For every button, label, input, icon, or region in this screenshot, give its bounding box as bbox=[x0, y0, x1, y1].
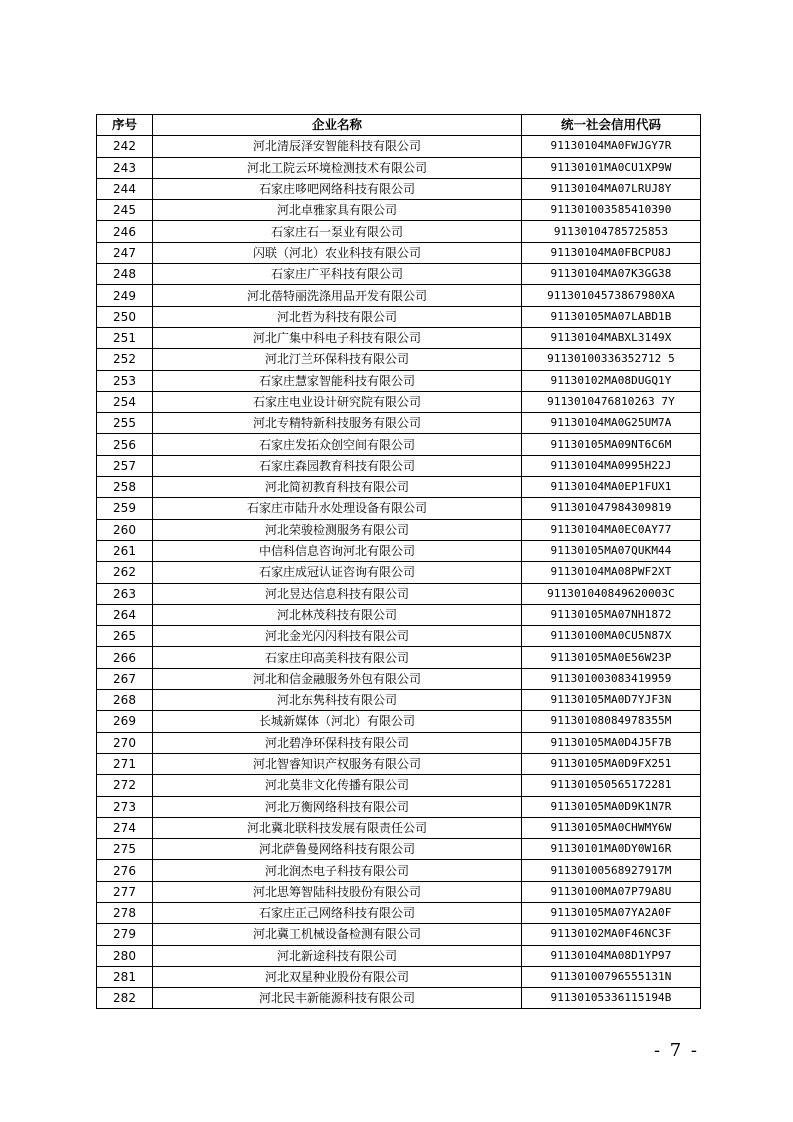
row-credit-code: 91130104785725853 bbox=[522, 221, 701, 242]
row-company-name: 河北冀北联科技发展有限责任公司 bbox=[153, 817, 522, 838]
row-credit-code: 911301003585410390 bbox=[522, 200, 701, 221]
table-header-row bbox=[97, 115, 701, 136]
row-credit-code: 91130105MA07NH1872 bbox=[522, 604, 701, 625]
row-company-name: 闪联（河北）农业科技有限公司 bbox=[153, 242, 522, 263]
table-row bbox=[97, 519, 701, 540]
row-index: 260 bbox=[97, 519, 153, 540]
row-company-name: 河北卓雅家具有限公司 bbox=[153, 200, 522, 221]
row-index: 268 bbox=[97, 690, 153, 711]
row-credit-code: 91130104MA08PWF2XT bbox=[522, 562, 701, 583]
row-index: 266 bbox=[97, 647, 153, 668]
company-list-table-wrapper bbox=[96, 114, 700, 1009]
row-company-name: 石家庄哆吧网络科技有限公司 bbox=[153, 178, 522, 199]
row-index: 257 bbox=[97, 455, 153, 476]
row-company-name: 河北汀兰环保科技有限公司 bbox=[153, 349, 522, 370]
table-row bbox=[97, 221, 701, 242]
row-company-name: 石家庄正己网络科技有限公司 bbox=[153, 902, 522, 923]
row-credit-code: 91130104MA0G25UM7A bbox=[522, 413, 701, 434]
row-credit-code: 91130104MA07LRUJ8Y bbox=[522, 178, 701, 199]
row-index: 249 bbox=[97, 285, 153, 306]
company-list-table bbox=[96, 114, 701, 1009]
row-index: 248 bbox=[97, 264, 153, 285]
table-row bbox=[97, 690, 701, 711]
row-index: 282 bbox=[97, 988, 153, 1009]
row-index: 270 bbox=[97, 732, 153, 753]
row-index: 264 bbox=[97, 604, 153, 625]
row-company-name: 河北思筹智陆科技股份有限公司 bbox=[153, 881, 522, 902]
table-row bbox=[97, 881, 701, 902]
table-row bbox=[97, 902, 701, 923]
table-row bbox=[97, 796, 701, 817]
row-index: 265 bbox=[97, 626, 153, 647]
row-index: 261 bbox=[97, 540, 153, 561]
row-index: 250 bbox=[97, 306, 153, 327]
row-company-name: 河北林茂科技有限公司 bbox=[153, 604, 522, 625]
table-row bbox=[97, 562, 701, 583]
row-company-name: 河北清辰泽安智能科技有限公司 bbox=[153, 136, 522, 157]
row-index: 246 bbox=[97, 221, 153, 242]
row-company-name: 河北工院云环境检测技术有限公司 bbox=[153, 157, 522, 178]
row-index: 244 bbox=[97, 178, 153, 199]
row-credit-code: 91130105MA07LABD1B bbox=[522, 306, 701, 327]
row-credit-code: 911301050565172281 bbox=[522, 775, 701, 796]
table-row bbox=[97, 966, 701, 987]
table-row bbox=[97, 498, 701, 519]
header-company-name: 企业名称 bbox=[153, 115, 522, 136]
row-credit-code: 91130104MA07K3GG38 bbox=[522, 264, 701, 285]
row-company-name: 河北广集中科电子科技有限公司 bbox=[153, 327, 522, 348]
row-company-name: 河北碧净环保科技有限公司 bbox=[153, 732, 522, 753]
row-index: 275 bbox=[97, 839, 153, 860]
row-company-name: 中信科信息咨询河北有限公司 bbox=[153, 540, 522, 561]
table-row bbox=[97, 945, 701, 966]
row-company-name: 石家庄印高美科技有限公司 bbox=[153, 647, 522, 668]
table-row bbox=[97, 157, 701, 178]
row-company-name: 河北东隽科技有限公司 bbox=[153, 690, 522, 711]
row-credit-code: 91130102MA08DUGQ1Y bbox=[522, 370, 701, 391]
table-row bbox=[97, 839, 701, 860]
row-index: 255 bbox=[97, 413, 153, 434]
table-row bbox=[97, 860, 701, 881]
row-index: 277 bbox=[97, 881, 153, 902]
row-credit-code: 9113010476810263 7Y bbox=[522, 391, 701, 412]
row-credit-code: 91130104MA0FBCPU8J bbox=[522, 242, 701, 263]
table-row bbox=[97, 626, 701, 647]
row-company-name: 石家庄市陆升水处理设备有限公司 bbox=[153, 498, 522, 519]
row-company-name: 长城新媒体（河北）有限公司 bbox=[153, 711, 522, 732]
row-index: 258 bbox=[97, 477, 153, 498]
row-company-name: 河北润杰电子科技有限公司 bbox=[153, 860, 522, 881]
table-row bbox=[97, 583, 701, 604]
table-row bbox=[97, 391, 701, 412]
row-index: 279 bbox=[97, 924, 153, 945]
row-index: 245 bbox=[97, 200, 153, 221]
table-row bbox=[97, 647, 701, 668]
row-index: 267 bbox=[97, 668, 153, 689]
row-index: 281 bbox=[97, 966, 153, 987]
table-row bbox=[97, 455, 701, 476]
row-index: 272 bbox=[97, 775, 153, 796]
table-header bbox=[97, 115, 701, 136]
row-credit-code: 91130105336115194B bbox=[522, 988, 701, 1009]
table-row bbox=[97, 604, 701, 625]
row-credit-code: 91130105MA0D9K1N7R bbox=[522, 796, 701, 817]
table-row bbox=[97, 988, 701, 1009]
row-credit-code: 91130105MA07QUKM44 bbox=[522, 540, 701, 561]
table-row bbox=[97, 264, 701, 285]
row-credit-code: 91130104MABXL3149X bbox=[522, 327, 701, 348]
table-row bbox=[97, 178, 701, 199]
table-row bbox=[97, 775, 701, 796]
row-credit-code: 91130104MA0EP1FUX1 bbox=[522, 477, 701, 498]
table-row bbox=[97, 370, 701, 391]
row-company-name: 河北民丰新能源科技有限公司 bbox=[153, 988, 522, 1009]
row-index: 273 bbox=[97, 796, 153, 817]
row-company-name: 河北简初教育科技有限公司 bbox=[153, 477, 522, 498]
row-credit-code: 91130105MA0D9FX251 bbox=[522, 753, 701, 774]
row-credit-code: 91130104MA0FWJGY7R bbox=[522, 136, 701, 157]
row-index: 251 bbox=[97, 327, 153, 348]
table-row bbox=[97, 732, 701, 753]
row-credit-code: 911301003083419959 bbox=[522, 668, 701, 689]
table-row bbox=[97, 200, 701, 221]
row-credit-code: 91130105MA09NT6C6M bbox=[522, 434, 701, 455]
table-row bbox=[97, 817, 701, 838]
table-row bbox=[97, 349, 701, 370]
row-index: 263 bbox=[97, 583, 153, 604]
row-company-name: 河北万衡网络科技有限公司 bbox=[153, 796, 522, 817]
row-company-name: 石家庄成冠认证咨询有限公司 bbox=[153, 562, 522, 583]
table-row bbox=[97, 413, 701, 434]
row-index: 262 bbox=[97, 562, 153, 583]
row-index: 242 bbox=[97, 136, 153, 157]
row-company-name: 河北和信金融服务外包有限公司 bbox=[153, 668, 522, 689]
row-company-name: 河北萨鲁曼网络科技有限公司 bbox=[153, 839, 522, 860]
row-company-name: 石家庄广平科技有限公司 bbox=[153, 264, 522, 285]
row-company-name: 河北金光闪闪科技有限公司 bbox=[153, 626, 522, 647]
row-index: 259 bbox=[97, 498, 153, 519]
row-company-name: 河北冀工机械设备检测有限公司 bbox=[153, 924, 522, 945]
row-company-name: 河北蓓特丽洗涤用品开发有限公司 bbox=[153, 285, 522, 306]
row-company-name: 石家庄森园教育科技有限公司 bbox=[153, 455, 522, 476]
row-index: 271 bbox=[97, 753, 153, 774]
row-credit-code: 91130105MA0D7YJF3N bbox=[522, 690, 701, 711]
row-company-name: 石家庄发拓众创空间有限公司 bbox=[153, 434, 522, 455]
header-credit-code: 统一社会信用代码 bbox=[522, 115, 701, 136]
row-company-name: 河北莫非文化传播有限公司 bbox=[153, 775, 522, 796]
row-company-name: 河北哲为科技有限公司 bbox=[153, 306, 522, 327]
row-index: 276 bbox=[97, 860, 153, 881]
row-company-name: 河北昱达信息科技有限公司 bbox=[153, 583, 522, 604]
row-credit-code: 91130108084978355M bbox=[522, 711, 701, 732]
row-index: 254 bbox=[97, 391, 153, 412]
table-row bbox=[97, 753, 701, 774]
row-credit-code: 91130104573867980XA bbox=[522, 285, 701, 306]
row-credit-code: 91130100568927917M bbox=[522, 860, 701, 881]
row-credit-code: 91130105MA0CHWMY6W bbox=[522, 817, 701, 838]
row-index: 280 bbox=[97, 945, 153, 966]
row-company-name: 河北新途科技有限公司 bbox=[153, 945, 522, 966]
row-credit-code: 91130100MA0CU5N87X bbox=[522, 626, 701, 647]
row-company-name: 石家庄电业设计研究院有限公司 bbox=[153, 391, 522, 412]
row-company-name: 河北双星种业股份有限公司 bbox=[153, 966, 522, 987]
row-index: 269 bbox=[97, 711, 153, 732]
row-index: 247 bbox=[97, 242, 153, 263]
row-company-name: 河北荣骏检测服务有限公司 bbox=[153, 519, 522, 540]
row-credit-code: 911301040849620003C bbox=[522, 583, 701, 604]
row-company-name: 河北智睿知识产权服务有限公司 bbox=[153, 753, 522, 774]
table-row bbox=[97, 136, 701, 157]
row-index: 253 bbox=[97, 370, 153, 391]
page-number: - 7 - bbox=[653, 1040, 699, 1061]
row-company-name: 河北专精特新科技服务有限公司 bbox=[153, 413, 522, 434]
table-row bbox=[97, 306, 701, 327]
row-company-name: 石家庄石一泵业有限公司 bbox=[153, 221, 522, 242]
row-index: 256 bbox=[97, 434, 153, 455]
header-index: 序号 bbox=[97, 115, 153, 136]
table-row bbox=[97, 434, 701, 455]
table-row bbox=[97, 924, 701, 945]
row-index: 252 bbox=[97, 349, 153, 370]
row-credit-code: 91130104MA0EC0AY77 bbox=[522, 519, 701, 540]
row-credit-code: 91130100796555131N bbox=[522, 966, 701, 987]
row-credit-code: 911301047984309819 bbox=[522, 498, 701, 519]
row-credit-code: 91130105MA0D4J5F7B bbox=[522, 732, 701, 753]
row-index: 243 bbox=[97, 157, 153, 178]
row-credit-code: 91130101MA0DY0W16R bbox=[522, 839, 701, 860]
row-credit-code: 91130101MA0CU1XP9W bbox=[522, 157, 701, 178]
table-row bbox=[97, 242, 701, 263]
row-index: 274 bbox=[97, 817, 153, 838]
row-company-name: 石家庄慧家智能科技有限公司 bbox=[153, 370, 522, 391]
table-row bbox=[97, 711, 701, 732]
row-credit-code: 91130105MA0E56W23P bbox=[522, 647, 701, 668]
row-index: 278 bbox=[97, 902, 153, 923]
table-row bbox=[97, 285, 701, 306]
table-row bbox=[97, 540, 701, 561]
row-credit-code: 91130105MA07YA2A0F bbox=[522, 902, 701, 923]
table-body bbox=[97, 136, 701, 1009]
row-credit-code: 91130102MA0F46NC3F bbox=[522, 924, 701, 945]
row-credit-code: 91130100MA07P79A8U bbox=[522, 881, 701, 902]
row-credit-code: 91130100336352712 5 bbox=[522, 349, 701, 370]
table-row bbox=[97, 477, 701, 498]
table-row bbox=[97, 668, 701, 689]
table-row bbox=[97, 327, 701, 348]
row-credit-code: 91130104MA08D1YP97 bbox=[522, 945, 701, 966]
row-credit-code: 91130104MA0995H22J bbox=[522, 455, 701, 476]
